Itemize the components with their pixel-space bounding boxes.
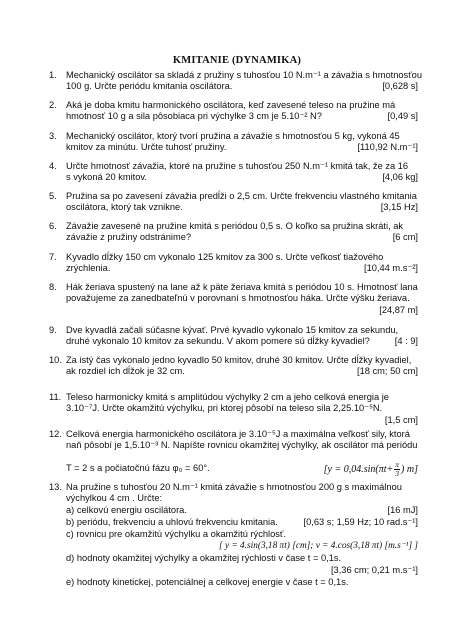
problem-text-line: Aká je doba kmitu harmonického oscilátora, keď zavesené teleso na pružine má bbox=[66, 100, 396, 110]
problem-text-line: druhé vykonalo 10 kmitov za sekundu. V akom pomere sú dĺžky kyvadiel? [4 : 9] bbox=[66, 336, 418, 347]
problem-number: 2. bbox=[49, 100, 57, 110]
problem-item bbox=[49, 252, 418, 275]
answer-label: [6 cm] bbox=[392, 232, 418, 243]
problem-text-line: Za istý čas vykonalo jedno kyvadlo 50 kmitov, druhé 30 kmitov. Určte dĺžky kyvadiel, bbox=[66, 355, 412, 365]
problem-item bbox=[49, 191, 418, 214]
answer-label: [18 cm; 50 cm] bbox=[357, 366, 418, 377]
answer-label: [3,36 cm; 0,21 m.s⁻¹] bbox=[330, 564, 418, 575]
answer-line bbox=[66, 415, 418, 426]
problem-text-line: výchylkou 4 cm . Určte: bbox=[66, 493, 163, 504]
problem-text-line: Mechanický oscilátor, ktorý tvorí pružina a závažie s hmotnosťou 5 kg, vykoná 45 bbox=[66, 131, 400, 141]
problem-text-line: oscilátora, ktorý tak vznikne. [3,15 Hz] bbox=[66, 202, 418, 213]
problem-number: 1. bbox=[49, 70, 57, 80]
subquestion-line: b) periódu, frekvenciu a uhlovú frekvenciu kmitania. [0,63 s; 1,59 Hz; 10 rad.s⁻¹] bbox=[66, 516, 418, 527]
fraction: $\frac{\pi}{3}$ bbox=[395, 460, 400, 479]
problem-number: 13. bbox=[49, 482, 62, 492]
problem-text-line: Závažie zavesené na pružine kmitá s periódou 0,5 s. O koľko sa pružina skráti, ak bbox=[66, 221, 404, 231]
problem-number: 11. bbox=[49, 392, 62, 402]
problem-text-line: hmotnosť 10 g a sila pôsobiaca pri výchylke 3 cm je 5.10⁻² N? [0,49 s] bbox=[66, 111, 418, 122]
problem-text-line: považujeme za zanedbateľnú v porovnaní s hmotnosťou háka. Určte výšku žeriava. bbox=[66, 293, 410, 304]
problem-item bbox=[49, 100, 418, 123]
problem-text-line: Na pružine s tuhosťou 20 N.m⁻¹ kmitá závažie s hmotnosťou 200 g s maximálnou bbox=[66, 482, 402, 492]
problem-text-line: T = 2 s a počiatočnú fázu φ₀ = 60°. [y = 0,04.sin(πt+ $\frac{\pi}{3}$ ) m] bbox=[66, 460, 418, 479]
problem-item bbox=[49, 429, 418, 479]
problem-number: 3. bbox=[49, 131, 57, 141]
problem-item bbox=[49, 221, 418, 244]
answer-label: [4,06 kg] bbox=[382, 172, 418, 183]
problem-item bbox=[49, 392, 418, 426]
subquestion-line bbox=[66, 565, 418, 577]
problem-number: 7. bbox=[49, 252, 57, 262]
equation-answer: [y = 0,04.sin(πt+ $\frac{\pi}{3}$ ) m] bbox=[323, 460, 418, 479]
problem-text-line: Mechanický oscilátor sa skladá z pružiny s tuhosťou 10 N.m⁻¹ a závažia s hmotnosťou bbox=[66, 70, 423, 80]
problem-text-line: Hák žeriava spustený na lane až k päte žeriava kmitá s periódou 10 s. Hmotnosť lana bbox=[66, 282, 418, 292]
answer-label: [0,49 s] bbox=[387, 111, 418, 122]
problem-text-line: 3.10⁻⁷J. Určte okamžitú výchylku, pri ktorej pôsobí na teleso sila 2,25.10⁻⁵N. bbox=[66, 403, 383, 414]
problem-number: 4. bbox=[49, 161, 57, 171]
answer-label: [110,92 N.m⁻¹] bbox=[357, 142, 418, 153]
answer-label: [1,5 cm] bbox=[384, 414, 418, 425]
problem-text-line: kmitov za minútu. Určte tuhosť pružiny. [110,92 N.m⁻¹] bbox=[66, 142, 418, 153]
answer-label: [3,15 Hz] bbox=[380, 202, 418, 213]
answer-line bbox=[66, 305, 418, 316]
subquestion-line: a) celkovú energiu oscilátora. [16 mJ] bbox=[66, 504, 418, 515]
problem-text-line: zrýchlenia. [10,44 m.s⁻²] bbox=[66, 263, 418, 274]
problem-item bbox=[49, 131, 418, 154]
problem-text-line: naň pôsobí je 1,5.10⁻³ N. Napíšte rovnicu okamžitej výchylky, ak oscilátor má periódu bbox=[66, 440, 418, 451]
problem-item bbox=[49, 161, 418, 184]
answer-label: [4 : 9] bbox=[394, 336, 418, 347]
answer-label: [24,87 m] bbox=[379, 304, 418, 315]
answer-label: [0,63 s; 1,59 Hz; 10 rad.s⁻¹] bbox=[303, 516, 418, 527]
subquestion-line: e) hodnoty kinetickej, potenciálnej a celkovej energie v čase t = 0,1s. bbox=[66, 576, 349, 587]
problem-item bbox=[49, 282, 418, 316]
subquestion-line: c) rovnicu pre okamžitú výchylku a okamžitú rýchlosť. bbox=[66, 528, 286, 539]
problem-text-line: Celková energia harmonického oscilátora je 3.10⁻⁵J a maximálna veľkosť sily, ktorá bbox=[66, 429, 410, 439]
answer-label: [10,44 m.s⁻²] bbox=[364, 263, 418, 274]
problem-text-line: Pružina sa po zavesení závažia predĺži o 2,5 cm. Určte frekvenciu vlastného kmitania bbox=[66, 191, 417, 201]
answer-label: [0,628 s] bbox=[382, 81, 418, 92]
problem-item bbox=[49, 70, 423, 93]
problem-text-line: Určte hmotnosť závažia, ktoré na pružine s tuhosťou 250 N.m⁻¹ kmitá tak, že za 16 bbox=[66, 161, 409, 171]
subquestion-line: d) hodnoty okamžitej výchylky a okamžitej rýchlosti v čase t = 0,1s. bbox=[66, 552, 342, 563]
problem-number: 5. bbox=[49, 191, 57, 201]
page-title: KMITANIE (DYNAMIKA) bbox=[172, 55, 302, 66]
problem-text-line: Dve kyvadlá začali súčasne kývať. Prvé kyvadlo vykonalo 15 kmitov za sekundu, bbox=[66, 325, 399, 335]
problem-item bbox=[49, 482, 418, 589]
problem-text-line: s vykoná 20 kmitov. [4,06 kg] bbox=[66, 172, 418, 183]
answer-label: [16 mJ] bbox=[387, 504, 418, 515]
answer-label: [ y = 4.sin(3,18 πt) [cm]; v = 4.cos(3,18 πt) [m.s⁻¹] ] bbox=[219, 540, 418, 551]
problem-number: 10. bbox=[49, 355, 62, 365]
problem-text-line: Kyvadlo dĺžky 150 cm vykonalo 125 kmitov za 300 s. Určte veľkosť tiažového bbox=[66, 252, 384, 262]
problem-item bbox=[49, 355, 418, 378]
problem-number: 8. bbox=[49, 282, 57, 292]
problem-item bbox=[49, 325, 418, 348]
problem-number: 12. bbox=[49, 429, 62, 439]
problem-text-line: 100 g. Určte periódu kmitania oscilátora. [0,628 s] bbox=[66, 81, 418, 92]
problem-text-line: závažie z pružiny odstránime? [6 cm] bbox=[66, 232, 418, 243]
problem-text-line: Teleso harmonicky kmitá s amplitúdou výchylky 2 cm a jeho celková energia je bbox=[66, 392, 389, 402]
problem-number: 6. bbox=[49, 221, 57, 231]
subquestion-line bbox=[66, 541, 418, 553]
problem-text-line: ak rozdiel ich dĺžok je 32 cm. [18 cm; 50 cm] bbox=[66, 366, 418, 377]
problem-number: 9. bbox=[49, 325, 57, 335]
